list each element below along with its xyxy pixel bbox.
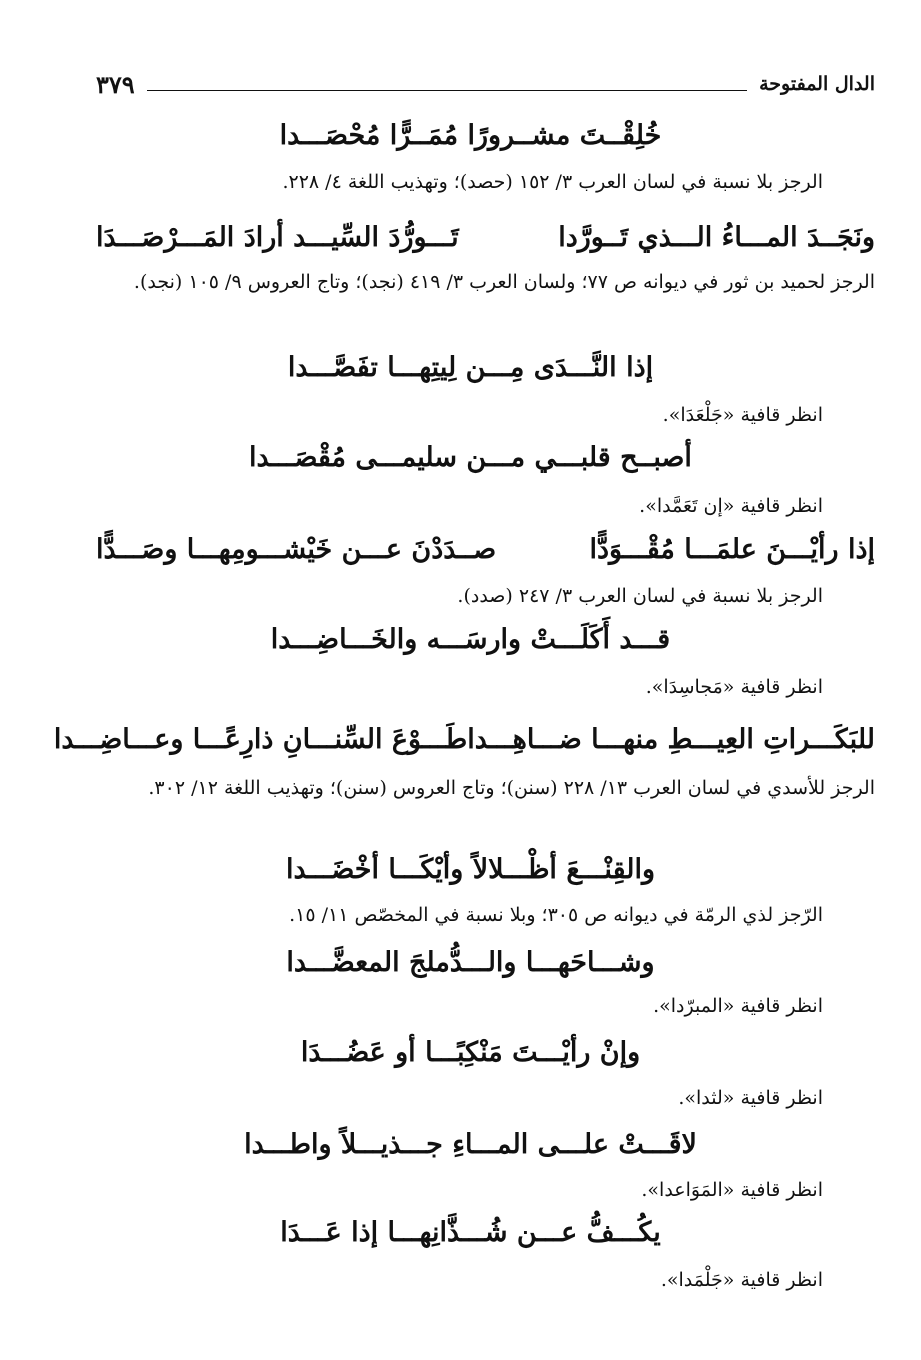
- running-header: [96, 62, 875, 106]
- cross-reference-note: انظر قافية «إن تَعَمَّدا».: [639, 495, 823, 517]
- cross-reference-note: انظر قافية «مَجاسِدَا».: [645, 676, 823, 698]
- verse-pair: [96, 220, 875, 256]
- verse: قـــد أَكَلَـــتْ وارسَـــه والخَـــاضِـــدا: [270, 624, 671, 655]
- page-number: ٣٧٩: [96, 69, 135, 99]
- cross-reference-note: انظر قافية «جَلْعَدَا».: [662, 404, 823, 426]
- cross-reference-note: انظر قافية «المَوَاعدا».: [641, 1179, 823, 1201]
- header-rule: [147, 90, 747, 91]
- verse-first-hemistich: ونَجَــدَ المـــاءُ الـــذي تَــورَّدا: [558, 222, 875, 253]
- verse: إذا النَّـــدَى مِـــن لِيتِهـــا تفَصَّـــدا: [287, 352, 654, 383]
- verse-pair: [53, 722, 875, 758]
- verse: خُلِقْــتَ مشــرورًا مُمَــرًّا مُحْصَـــدا: [279, 120, 662, 151]
- citation-note: الرجز لحميد بن ثور في ديوانه ص ٧٧؛ ولسان العرب ٣/ ٤١٩ (نجد)؛ وتاج العروس ٩/ ١٠٥ (نجد).: [133, 271, 875, 293]
- verse: أصبــح قلبـــي مـــن سليمـــى مُقْصَـــدا: [249, 442, 692, 473]
- verse: يكُـــفُّ عـــن شُـــذَّانِهـــا إذا عَـــدَا: [280, 1217, 661, 1248]
- verse-second-hemistich: طَـــوْعَ السِّنـــانِ ذارِعًـــا وعـــاضِـــدا: [53, 724, 468, 755]
- cross-reference-note: انظر قافية «المبرّدا».: [653, 995, 823, 1017]
- citation-note: الرّجز لذي الرمّة في ديوانه ص ٣٠٥؛ وبلا نسبة في المخصّص ١١/ ١٥.: [289, 904, 823, 926]
- verse: لاقَـــتْ علـــى المـــاءِ جـــذيـــلاً واطـــدا: [244, 1129, 697, 1160]
- citation-note: الرجز بلا نسبة في لسان العرب ٣/ ١٥٢ (حصد)؛ وتهذيب اللغة ٤/ ٢٢٨.: [282, 171, 823, 193]
- cross-reference-note: انظر قافية «لثدا».: [678, 1087, 823, 1109]
- chapter-title: الدال المفتوحة: [759, 73, 875, 95]
- verse-second-hemistich: تَـــورُّدَ السِّيـــد أرادَ المَـــرْصَـــدَا: [96, 222, 459, 253]
- verse: وإنْ رأيْـــتَ مَنْكِبًـــا أو عَضُـــدَا: [300, 1037, 641, 1068]
- citation-note: الرجز بلا نسبة في لسان العرب ٣/ ٢٤٧ (صدد).: [457, 585, 823, 607]
- cross-reference-note: انظر قافية «جَلْمَدا».: [660, 1269, 823, 1291]
- verse: وشـــاحَهـــا والـــدُّملجَ المعضَّـــدا: [286, 947, 655, 978]
- verse-pair: [96, 532, 875, 568]
- citation-note: الرجز للأسدي في لسان العرب ١٣/ ٢٢٨ (سنن)؛ وتاج العروس (سنن)؛ وتهذيب اللغة ١٢/ ٣٠٢.: [148, 777, 875, 799]
- verse-second-hemistich: صــدَدْنَ عـــن خَيْشـــومِهـــا وصَـــدًّا: [96, 534, 497, 565]
- verse-first-hemistich: للبَكَـــراتِ العِيـــطِ منهـــا ضـــاهِـــدا: [467, 724, 875, 755]
- verse-first-hemistich: إذا رأيْـــنَ علمَـــا مُقْـــوَدًّا: [589, 534, 875, 565]
- verse: والقِنْـــعَ أظْـــلالاً وأيْكَـــا أخْضَـــدا: [285, 854, 656, 885]
